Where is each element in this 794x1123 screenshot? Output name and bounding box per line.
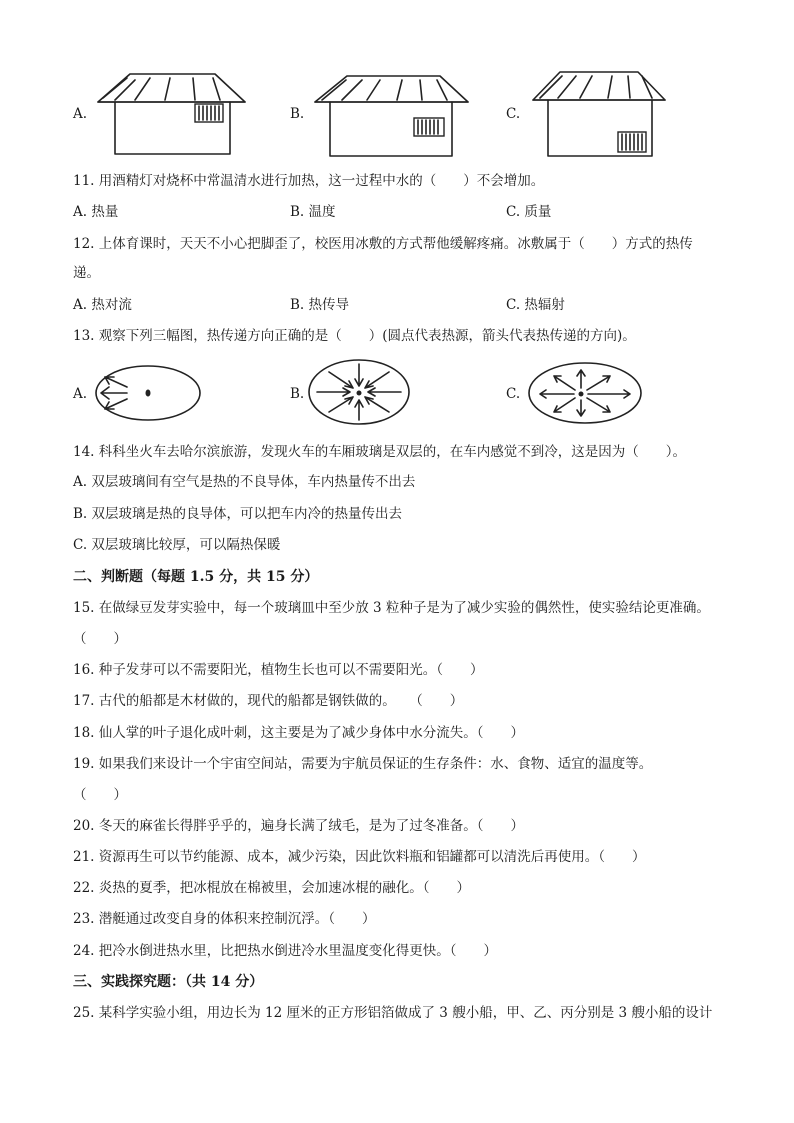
q15-answer-blank[interactable]: （ ） xyxy=(73,631,127,647)
q14-option-a[interactable]: A. 双层玻璃间有空气是热的不良导体，车内热量传不出去 xyxy=(73,474,416,490)
q14-stem: 14. 科科坐火车去哈尔滨旅游，发现火车的车厢玻璃是双层的，在车内感觉不到冷，这是因为（ ）。 xyxy=(73,444,687,460)
heat-arrows-inward-icon xyxy=(307,358,412,428)
q12-option-c[interactable]: C. 热辐射 xyxy=(506,297,565,313)
q13-option-a-letter: A. xyxy=(73,386,88,402)
q25-line1: 25. 某科学实验小组，用边长为 12 厘米的正方形铝箔做成了 3 艘小船，甲、乙、丙分别是 3 艘小船的设计 xyxy=(73,1005,713,1021)
q10-option-c-letter: C. xyxy=(506,106,521,122)
q13-option-b-letter: B. xyxy=(290,386,305,402)
house-radiator-high-icon xyxy=(95,72,255,162)
q24: 24. 把冷水倒进热水里，比把热水倒进冷水里温度变化得更快。（ ） xyxy=(73,943,498,959)
q12-stem-line1: 12. 上体育课时，天天不小心把脚歪了，校医用冰敷的方式帮他缓解疼痛。冰敷属于（ ）方式的热传 xyxy=(73,236,693,252)
q15-line1: 15. 在做绿豆发芽实验中，每一个玻璃皿中至少放 3 粒种子是为了减少实验的偶然性，使实验结论更准确。 xyxy=(73,600,710,616)
q10-option-a-letter: A. xyxy=(73,106,88,122)
q11-option-a[interactable]: A. 热量 xyxy=(73,204,119,220)
q19-line1: 19. 如果我们来设计一个宇宙空间站，需要为宇航员保证的生存条件：水、食物、适宜的温度等。 xyxy=(73,756,653,772)
section-3-title: 三、实践探究题：（共 14 分） xyxy=(73,974,264,990)
q12-option-b[interactable]: B. 热传导 xyxy=(290,297,350,313)
q12-stem-line2: 递。 xyxy=(73,265,100,281)
q23: 23. 潜艇通过改变自身的体积来控制沉浮。（ ） xyxy=(73,911,376,927)
q20: 20. 冬天的麻雀长得胖乎乎的，遍身长满了绒毛，是为了过冬准备。（ ） xyxy=(73,818,525,834)
q16: 16. 种子发芽可以不需要阳光，植物生长也可以不需要阳光。（ ） xyxy=(73,662,484,678)
q19-answer-blank[interactable]: （ ） xyxy=(73,787,127,803)
q12-option-a[interactable]: A. 热对流 xyxy=(73,297,132,313)
q11-stem: 11. 用酒精灯对烧杯中常温清水进行加热，这一过程中水的（ ）不会增加。 xyxy=(73,173,545,189)
section-2-title: 二、判断题（每题 1.5 分，共 15 分） xyxy=(73,569,319,585)
heat-arrows-outward-icon xyxy=(526,360,644,426)
q13-option-c-letter: C. xyxy=(506,386,521,402)
q22: 22. 炎热的夏季，把冰棍放在棉被里，会加速冰棍的融化。（ ） xyxy=(73,880,471,896)
q17: 17. 古代的船都是木材做的，现代的船都是钢铁做的。 （ ） xyxy=(73,693,464,709)
house-radiator-middle-icon xyxy=(312,74,472,164)
q14-option-b[interactable]: B. 双层玻璃是热的良导体，可以把车内冷的热量传出去 xyxy=(73,506,403,522)
q13-stem: 13. 观察下列三幅图，热传递方向正确的是（ ）(圆点代表热源，箭头代表热传递的方向)。 xyxy=(73,328,636,344)
q11-option-b[interactable]: B. 温度 xyxy=(290,204,336,220)
q11-option-c[interactable]: C. 质量 xyxy=(506,204,552,220)
q10-option-b-letter: B. xyxy=(290,106,305,122)
q14-option-c[interactable]: C. 双层玻璃比较厚，可以隔热保暖 xyxy=(73,537,281,553)
q18: 18. 仙人掌的叶子退化成叶刺，这主要是为了减少身体中水分流失。（ ） xyxy=(73,725,525,741)
q21: 21. 资源再生可以节约能源、成本，减少污染，因此饮料瓶和铝罐都可以清洗后再使用。（ ） xyxy=(73,849,646,865)
heat-arrows-left-icon xyxy=(93,363,203,423)
house-radiator-low-icon xyxy=(530,70,670,160)
